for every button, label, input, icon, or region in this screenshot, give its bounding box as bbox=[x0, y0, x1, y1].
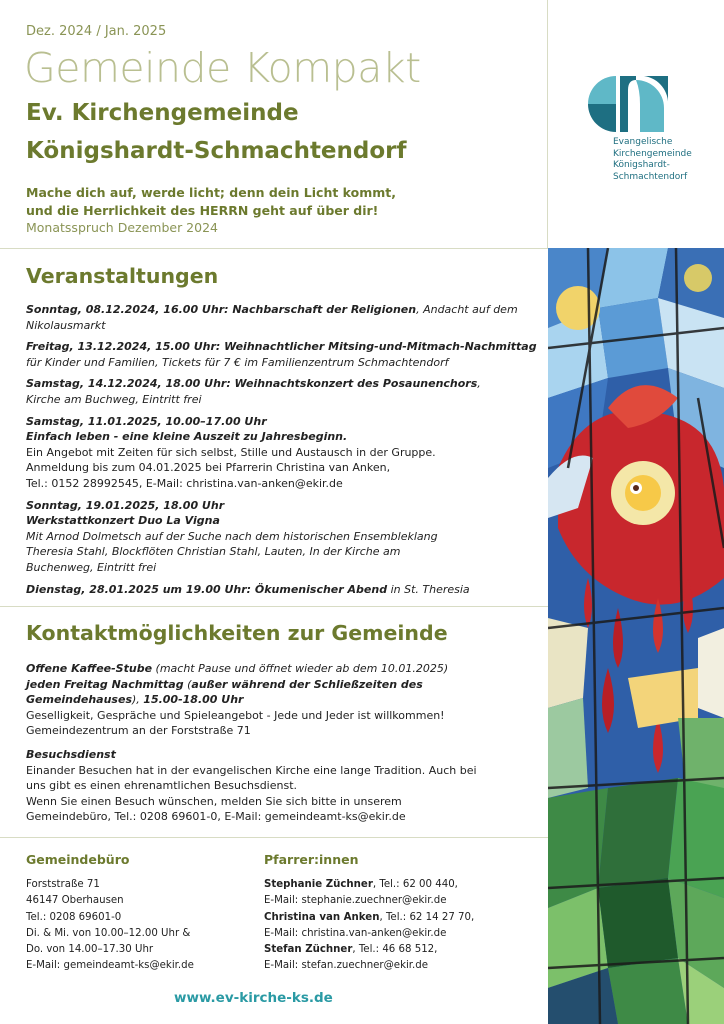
pastor-phone: , Tel.: 62 14 27 70, bbox=[379, 911, 475, 923]
footer-divider bbox=[0, 837, 548, 838]
events-heading: Veranstaltungen bbox=[26, 264, 219, 288]
church-logo-icon bbox=[588, 76, 668, 132]
pastor-name: Stefan Züchner bbox=[264, 944, 353, 956]
pastor-entry bbox=[264, 942, 474, 958]
contact-title: Offene Kaffee-Stube bbox=[26, 662, 153, 675]
event-title: Sonntag, 08.12.2024, 16.00 Uhr: Nachbarschaft der Religionen bbox=[26, 303, 417, 316]
stained-glass-window bbox=[548, 248, 724, 1024]
office-line: 46147 Oberhausen bbox=[26, 895, 124, 907]
office-info bbox=[26, 877, 194, 975]
event-detail: Ein Angebot mit Zeiten für sich selbst, Stille und Austausch in der Gruppe. bbox=[26, 445, 436, 459]
header-divider-vertical bbox=[547, 0, 548, 248]
section-divider bbox=[0, 606, 548, 607]
logo-text: Evangelische Kirchengemeinde Königshardt- Schmachtendorf bbox=[613, 137, 692, 182]
event-subtitle: Werkstattkonzert Duo La Vigna bbox=[26, 514, 220, 528]
contact-list bbox=[26, 661, 542, 833]
event-title: Samstag, 11.01.2025, 10.00–17.00 Uhr bbox=[26, 414, 267, 428]
office-heading: Gemeindebüro bbox=[26, 852, 130, 867]
org-name-line1: Ev. Kirchengemeinde bbox=[26, 100, 299, 126]
contact-detail: (macht Pause und öffnet wieder ab dem 10.01.2025) bbox=[152, 662, 449, 675]
contact-detail: ( bbox=[183, 677, 192, 691]
pastor-email[interactable]: E-Mail: stefan.zuechner@ekir.de bbox=[264, 960, 429, 972]
contact-title: Besuchsdienst bbox=[26, 747, 116, 761]
event-detail: in St. Theresia bbox=[387, 582, 470, 596]
office-line: Di. & Mi. von 10.00–12.00 Uhr & bbox=[26, 927, 191, 939]
event-item bbox=[26, 582, 542, 598]
event-detail: für Kinder und Familien, Tickets für 7 € im Familienzentrum Schmachtendorf bbox=[26, 355, 449, 369]
event-detail: , Andacht auf dem bbox=[416, 303, 518, 316]
verse-line1: Mache dich auf, werde licht; denn dein Licht kommt, bbox=[26, 185, 397, 200]
event-detail: Tel.: 0152 28992545, E-Mail: christina.van-anken@ekir.de bbox=[26, 476, 343, 490]
event-item bbox=[26, 414, 542, 492]
contact-item-cafe bbox=[26, 661, 542, 739]
pastor-email[interactable]: E-Mail: stephanie.zuechner@ekir.de bbox=[264, 895, 447, 907]
event-item bbox=[26, 302, 542, 333]
pastors-heading: Pfarrer:innen bbox=[264, 852, 359, 867]
event-detail: Kirche am Buchweg, Eintritt frei bbox=[26, 392, 202, 406]
website-link[interactable]: www.ev-kirche-ks.de bbox=[174, 990, 333, 1006]
office-line: Forststraße 71 bbox=[26, 879, 100, 890]
newsletter-title: Gemeinde Kompakt bbox=[24, 44, 421, 92]
pastor-name: Stephanie Züchner bbox=[264, 879, 373, 890]
pastor-entry bbox=[264, 910, 474, 926]
pastor-phone: , Tel.: 46 68 512, bbox=[352, 944, 438, 956]
contact-detail: jeden Freitag Nachmittag bbox=[26, 677, 184, 691]
event-detail: , bbox=[477, 377, 481, 391]
contact-detail: Gemeindehauses bbox=[26, 693, 132, 707]
verse-source: Monatsspruch Dezember 2024 bbox=[26, 220, 218, 235]
event-title: Samstag, 14.12.2024, 18.00 Uhr: Weihnachtskonzert des Posaunenchors bbox=[26, 377, 478, 391]
pastor-name: Christina van Anken bbox=[264, 911, 380, 923]
contact-detail: Wenn Sie einen Besuch wünschen, melden Sie sich bitte in unserem bbox=[26, 794, 402, 808]
pastor-entry bbox=[264, 877, 474, 893]
header-divider bbox=[0, 248, 548, 249]
event-detail: Theresia Stahl, Blockflöten Christian Stahl, Lauten, In der Kirche am bbox=[26, 545, 401, 559]
event-detail: Buchenweg, Eintritt frei bbox=[26, 560, 157, 574]
office-line: Do. von 14.00–17.30 Uhr bbox=[26, 944, 154, 956]
event-title: Freitag, 13.12.2024, 15.00 Uhr: Weihnachtlicher Mitsing-und-Mitmach-Nachmittag bbox=[26, 340, 537, 354]
event-item bbox=[26, 498, 542, 576]
monthly-verse bbox=[26, 184, 396, 220]
contact-heading: Kontaktmöglichkeiten zur Gemeinde bbox=[26, 621, 448, 645]
contact-detail: Gemeindezentrum an der Forststraße 71 bbox=[26, 724, 251, 738]
event-item bbox=[26, 376, 542, 407]
office-line: Tel.: 0208 69601-0 bbox=[26, 911, 122, 923]
event-detail: Mit Arnod Dolmetsch auf der Suche nach dem historischen Ensembleklang bbox=[26, 529, 438, 543]
event-subtitle: Einfach leben - eine kleine Auszeit zu Jahresbeginn. bbox=[26, 430, 348, 444]
event-title: Sonntag, 19.01.2025, 18.00 Uhr bbox=[26, 498, 225, 512]
header bbox=[0, 0, 548, 248]
events-list bbox=[26, 302, 542, 603]
event-detail: Nikolausmarkt bbox=[26, 318, 106, 332]
contact-detail: uns gibt es einen ehrenamtlichen Besuchsdienst. bbox=[26, 779, 298, 793]
pastors-info bbox=[264, 877, 474, 975]
event-item bbox=[26, 339, 542, 370]
pastor-phone: , Tel.: 62 00 440, bbox=[372, 879, 458, 890]
pastor-email[interactable]: E-Mail: christina.van-anken@ekir.de bbox=[264, 927, 447, 939]
issue-date: Dez. 2024 / Jan. 2025 bbox=[26, 24, 167, 39]
contact-detail: ), bbox=[132, 693, 144, 707]
office-line[interactable]: E-Mail: gemeindeamt-ks@ekir.de bbox=[26, 960, 194, 972]
event-detail: Anmeldung bis zum 04.01.2025 bei Pfarrerin Christina van Anken, bbox=[26, 461, 391, 475]
contact-detail: Einander Besuchen hat in der evangelischen Kirche eine lange Tradition. Auch bei bbox=[26, 763, 477, 777]
contact-detail: Geselligkeit, Gespräche und Spieleangebot - Jede und Jeder ist willkommen! bbox=[26, 708, 445, 722]
org-name-line2: Königshardt-Schmachtendorf bbox=[26, 138, 407, 164]
contact-item-visiting bbox=[26, 747, 542, 825]
contact-detail: außer während der Schließzeiten des bbox=[191, 677, 423, 691]
event-title: Dienstag, 28.01.2025 um 19.00 Uhr: Ökumenischer Abend bbox=[26, 582, 388, 596]
verse-line2: und die Herrlichkeit des HERRN geht auf über dir! bbox=[26, 203, 379, 218]
contact-detail: 15.00-18.00 Uhr bbox=[143, 693, 244, 707]
contact-detail: Gemeindebüro, Tel.: 0208 69601-0, E-Mail: gemeindeamt-ks@ekir.de bbox=[26, 810, 406, 824]
